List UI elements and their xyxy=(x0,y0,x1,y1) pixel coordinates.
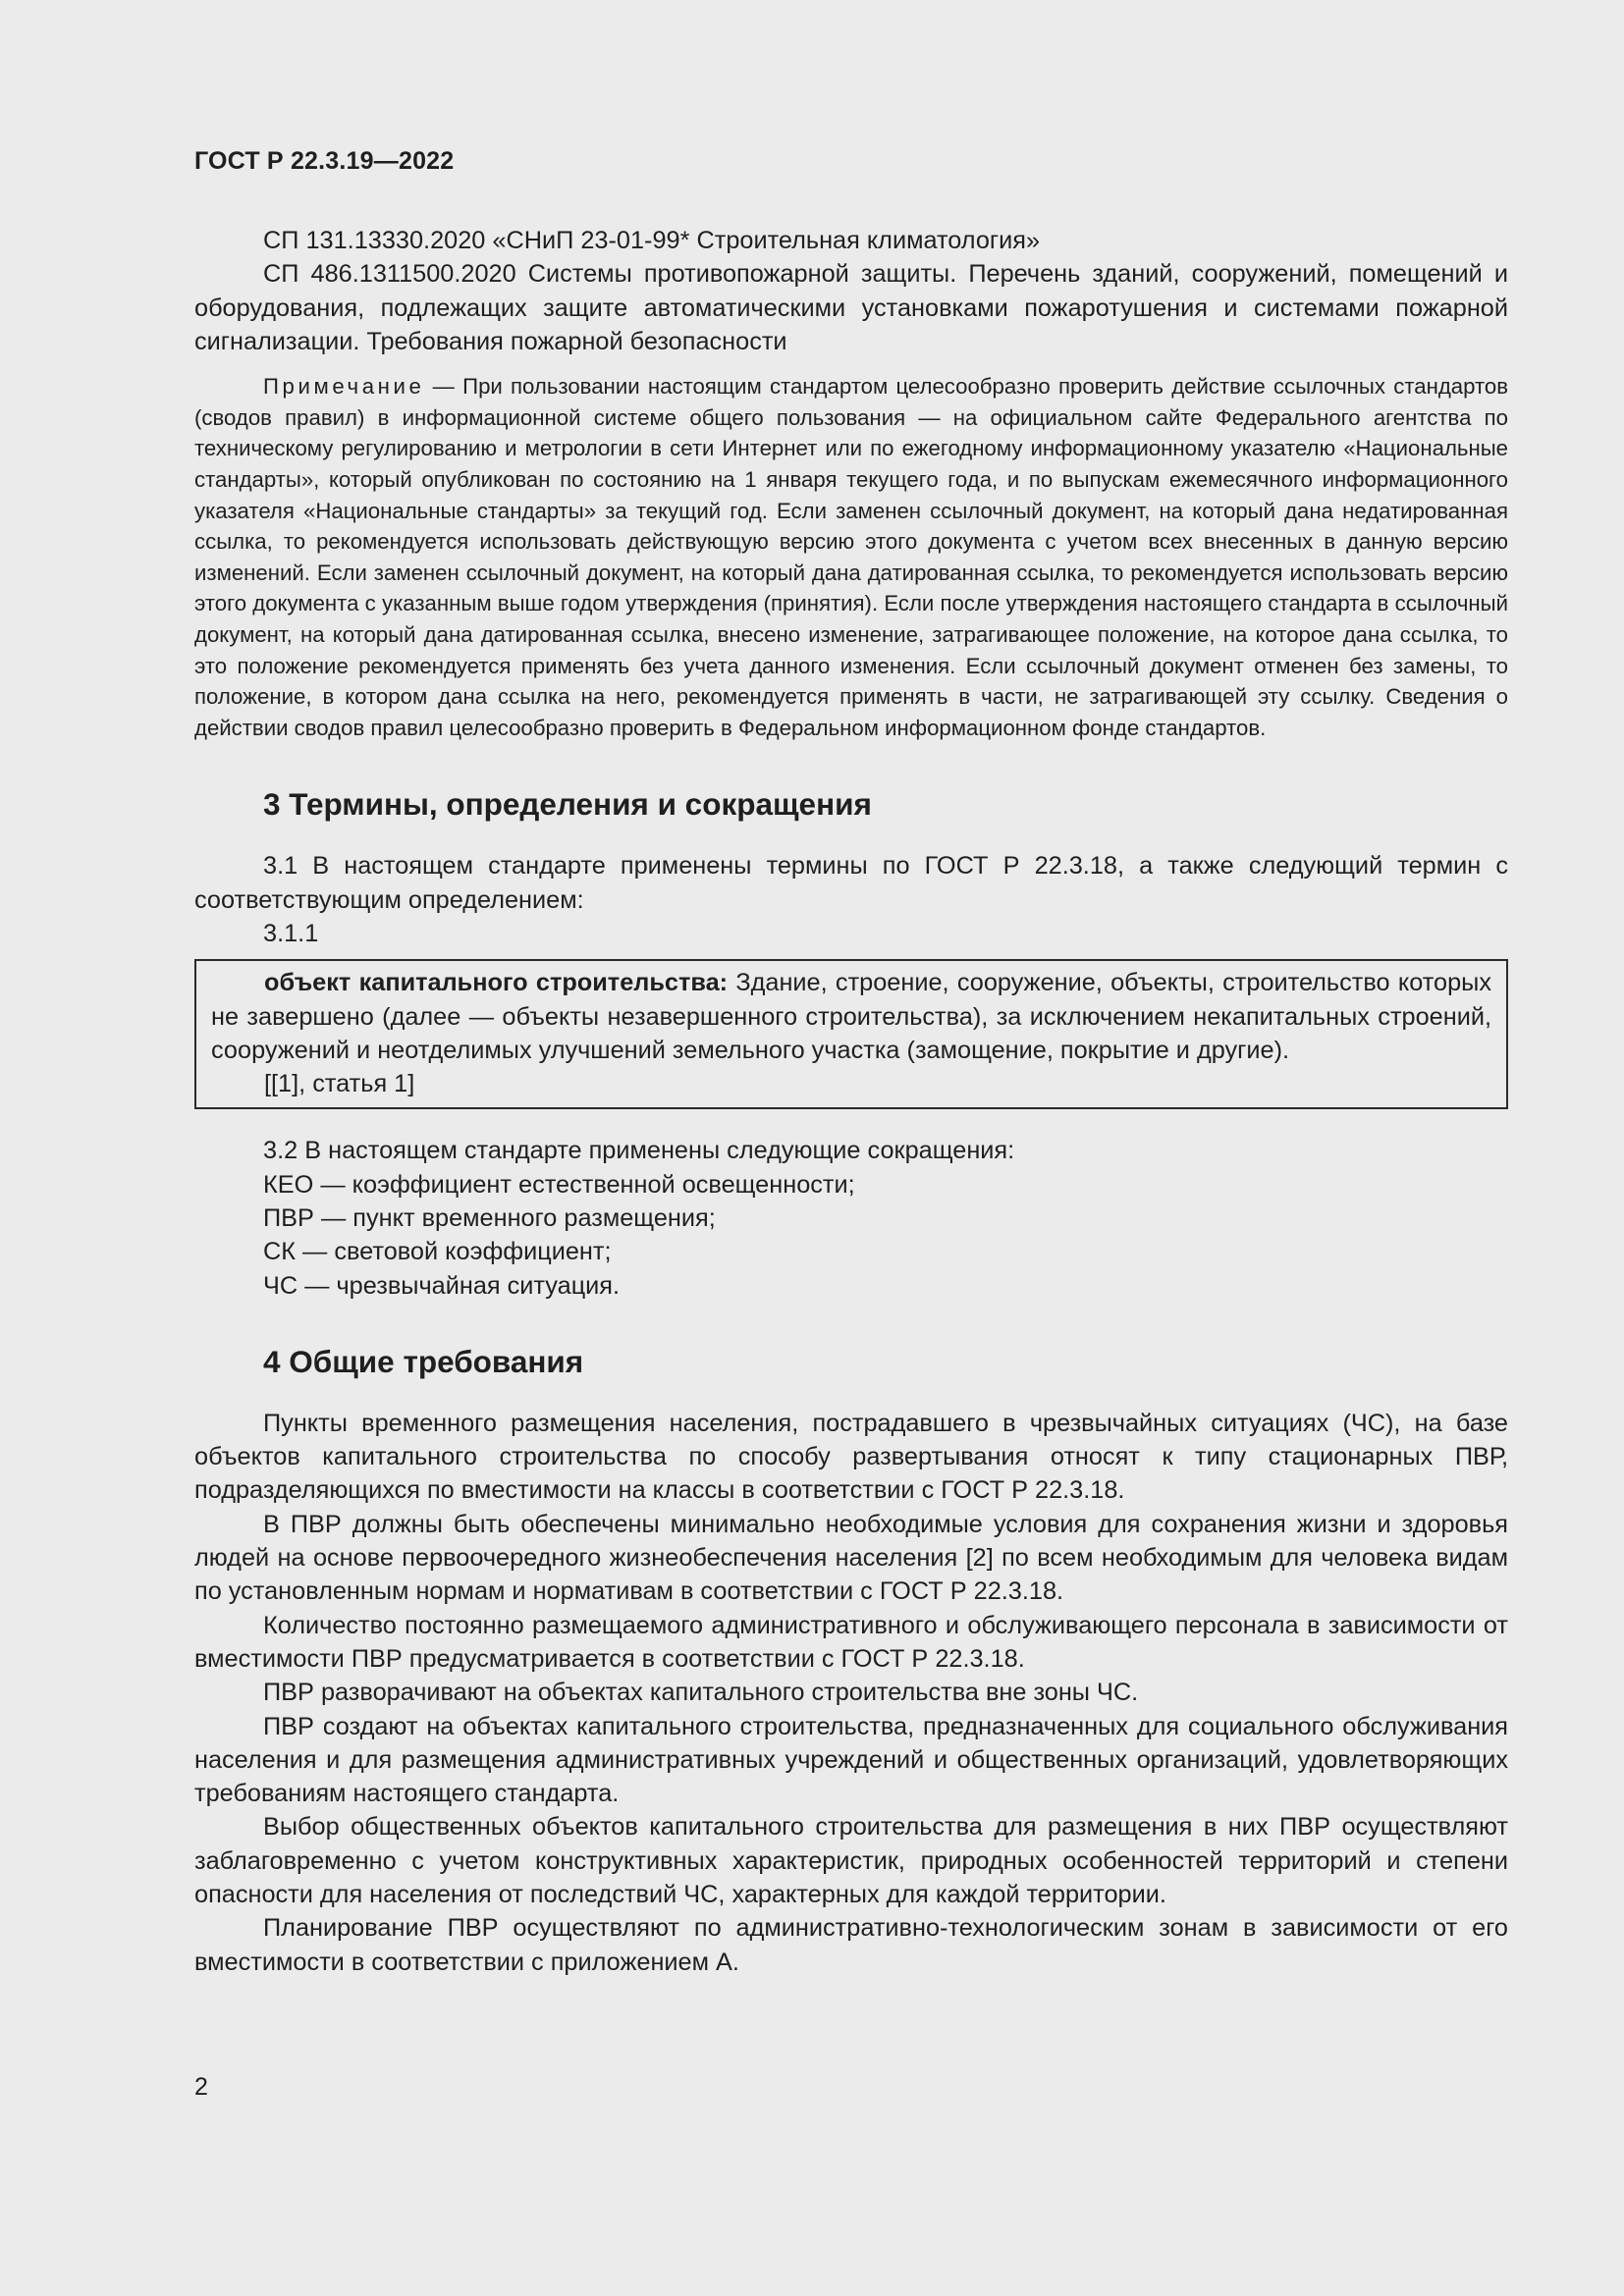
paragraph: 3.1 В настоящем стандарте применены термины по ГОСТ Р 22.3.18, а также следующий термин с соответствующим определением: xyxy=(194,852,1508,914)
note-paragraph xyxy=(194,371,1508,743)
term-source: [[1], статья 1] xyxy=(264,1070,415,1098)
note-text: — При пользовании настоящим стандартом целесообразно проверить действие ссылочных стандартов (сводов правил) в информационной системе общего пользования — на официальном сайте Федерального агентства по техническому регулированию и метрологии в сети Интернет или по ежегодному информационному указателю «Национальные стандарты», который опубликован по состоянию на 1 января текущего года, и по выпускам ежемесячного информационного указателя «Национальные стандарты» за текущий год. Если заменен ссылочный документ, на который дана недатированная ссылка, то рекомендуется использовать действующую версию этого документа с учетом всех внесенных в данную версию изменений. Если заменен ссылочный документ, на который дана датированная ссылка, то рекомендуется использовать версию этого документа с указанным выше годом утверждения (принятия). Если после утверждения настоящего стандарта в ссылочный документ, на который дана датированная ссылка, внесено изменение, затрагивающее положение, на которое дана ссылка, то это положение рекомендуется применять без учета данного изменения. Если ссылочный документ отменен без замены, то положение, в котором дана ссылка на него, рекомендуется применять в части, не затрагивающей эту ссылку. Сведения о действии сводов правил целесообразно проверить в Федеральном информационном фонде стандартов. xyxy=(194,374,1508,740)
paragraph: В ПВР должны быть обеспечены минимально необходимые условия для сохранения жизни и здоровья людей на основе первоочередного жизнеобеспечения населения [2] по всем необходимым для человека видам по установленным нормам и нормативам в соответствии с ГОСТ Р 22.3.18. xyxy=(194,1510,1508,1606)
paragraph: Выбор общественных объектов капитального строительства для размещения в них ПВР осуществляют заблаговременно с учетом конструктивных характеристик, природных особенностей территорий и степени опасности для населения от последствий ЧС, характерных для каждой территории. xyxy=(194,1813,1508,1909)
term-definition-box xyxy=(194,959,1508,1109)
section-heading: 4 Общие требования xyxy=(263,1343,584,1379)
reference-item: СП 131.13330.2020 «СНиП 23-01-99* Строительная климатология» xyxy=(263,227,1041,254)
reference-item: СП 486.1311500.2020 Системы противопожарной защиты. Перечень зданий, сооружений, помещений и оборудования, подлежащих защите автоматическими установками пожаротушения и системами пожарной сигнализации. Требования пожарной безопасности xyxy=(194,260,1508,355)
abbreviation-item: ПВР — пункт временного размещения; xyxy=(263,1203,716,1232)
page-header-standard-id: ГОСТ Р 22.3.19—2022 xyxy=(194,147,455,175)
term-title: объект капитального строительства: xyxy=(264,969,729,997)
clause-number: 3.1.1 xyxy=(263,919,319,947)
paragraph: ПВР создают на объектах капитального строительства, предназначенных для социального обслуживания населения и для размещения административных учреждений и общественных организаций, удовлетворяющих требованиям настоящего стандарта. xyxy=(194,1712,1508,1808)
page-content xyxy=(194,224,1508,1979)
paragraph: ПВР разворачивают на объектах капитального строительства вне зоны ЧС. xyxy=(263,1679,1139,1707)
term-definition xyxy=(211,966,1491,1067)
note-label: Примечание xyxy=(263,374,425,400)
paragraph: 3.2 В настоящем стандарте применены следующие сокращения: xyxy=(263,1137,1015,1165)
abbreviation-item: КЕО — коэффициент естественной освещенности; xyxy=(263,1170,855,1199)
abbreviation-item: СК — световой коэффициент; xyxy=(263,1238,612,1266)
section-heading: 3 Термины, определения и сокращения xyxy=(263,786,872,823)
page-number: 2 xyxy=(194,2073,208,2101)
paragraph: Пункты временного размещения населения, пострадавшего в чрезвычайных ситуациях (ЧС), на базе объектов капитального строительства по способу развертывания относят к типу стационарных ПВР, подразделяющихся по вместимости на классы в соответствии с ГОСТ Р 22.3.18. xyxy=(194,1409,1508,1505)
paragraph: Количество постоянно размещаемого административного и обслуживающего персонала в зависимости от вместимости ПВР предусматривается в соответствии с ГОСТ Р 22.3.18. xyxy=(194,1611,1508,1673)
term-text: Здание, строение, сооружение, объекты, строительство которых не завершено (далее — объекты незавершенного строительства), за исключением некапитальных строений, сооружений и неотделимых улучшений земельного участка (замощение, покрытие и другие). xyxy=(211,969,1491,1064)
abbreviation-item: ЧС — чрезвычайная ситуация. xyxy=(263,1271,621,1300)
paragraph: Планирование ПВР осуществляют по административно-технологическим зонам в зависимости от его вместимости в соответствии с приложением А. xyxy=(194,1914,1508,1976)
